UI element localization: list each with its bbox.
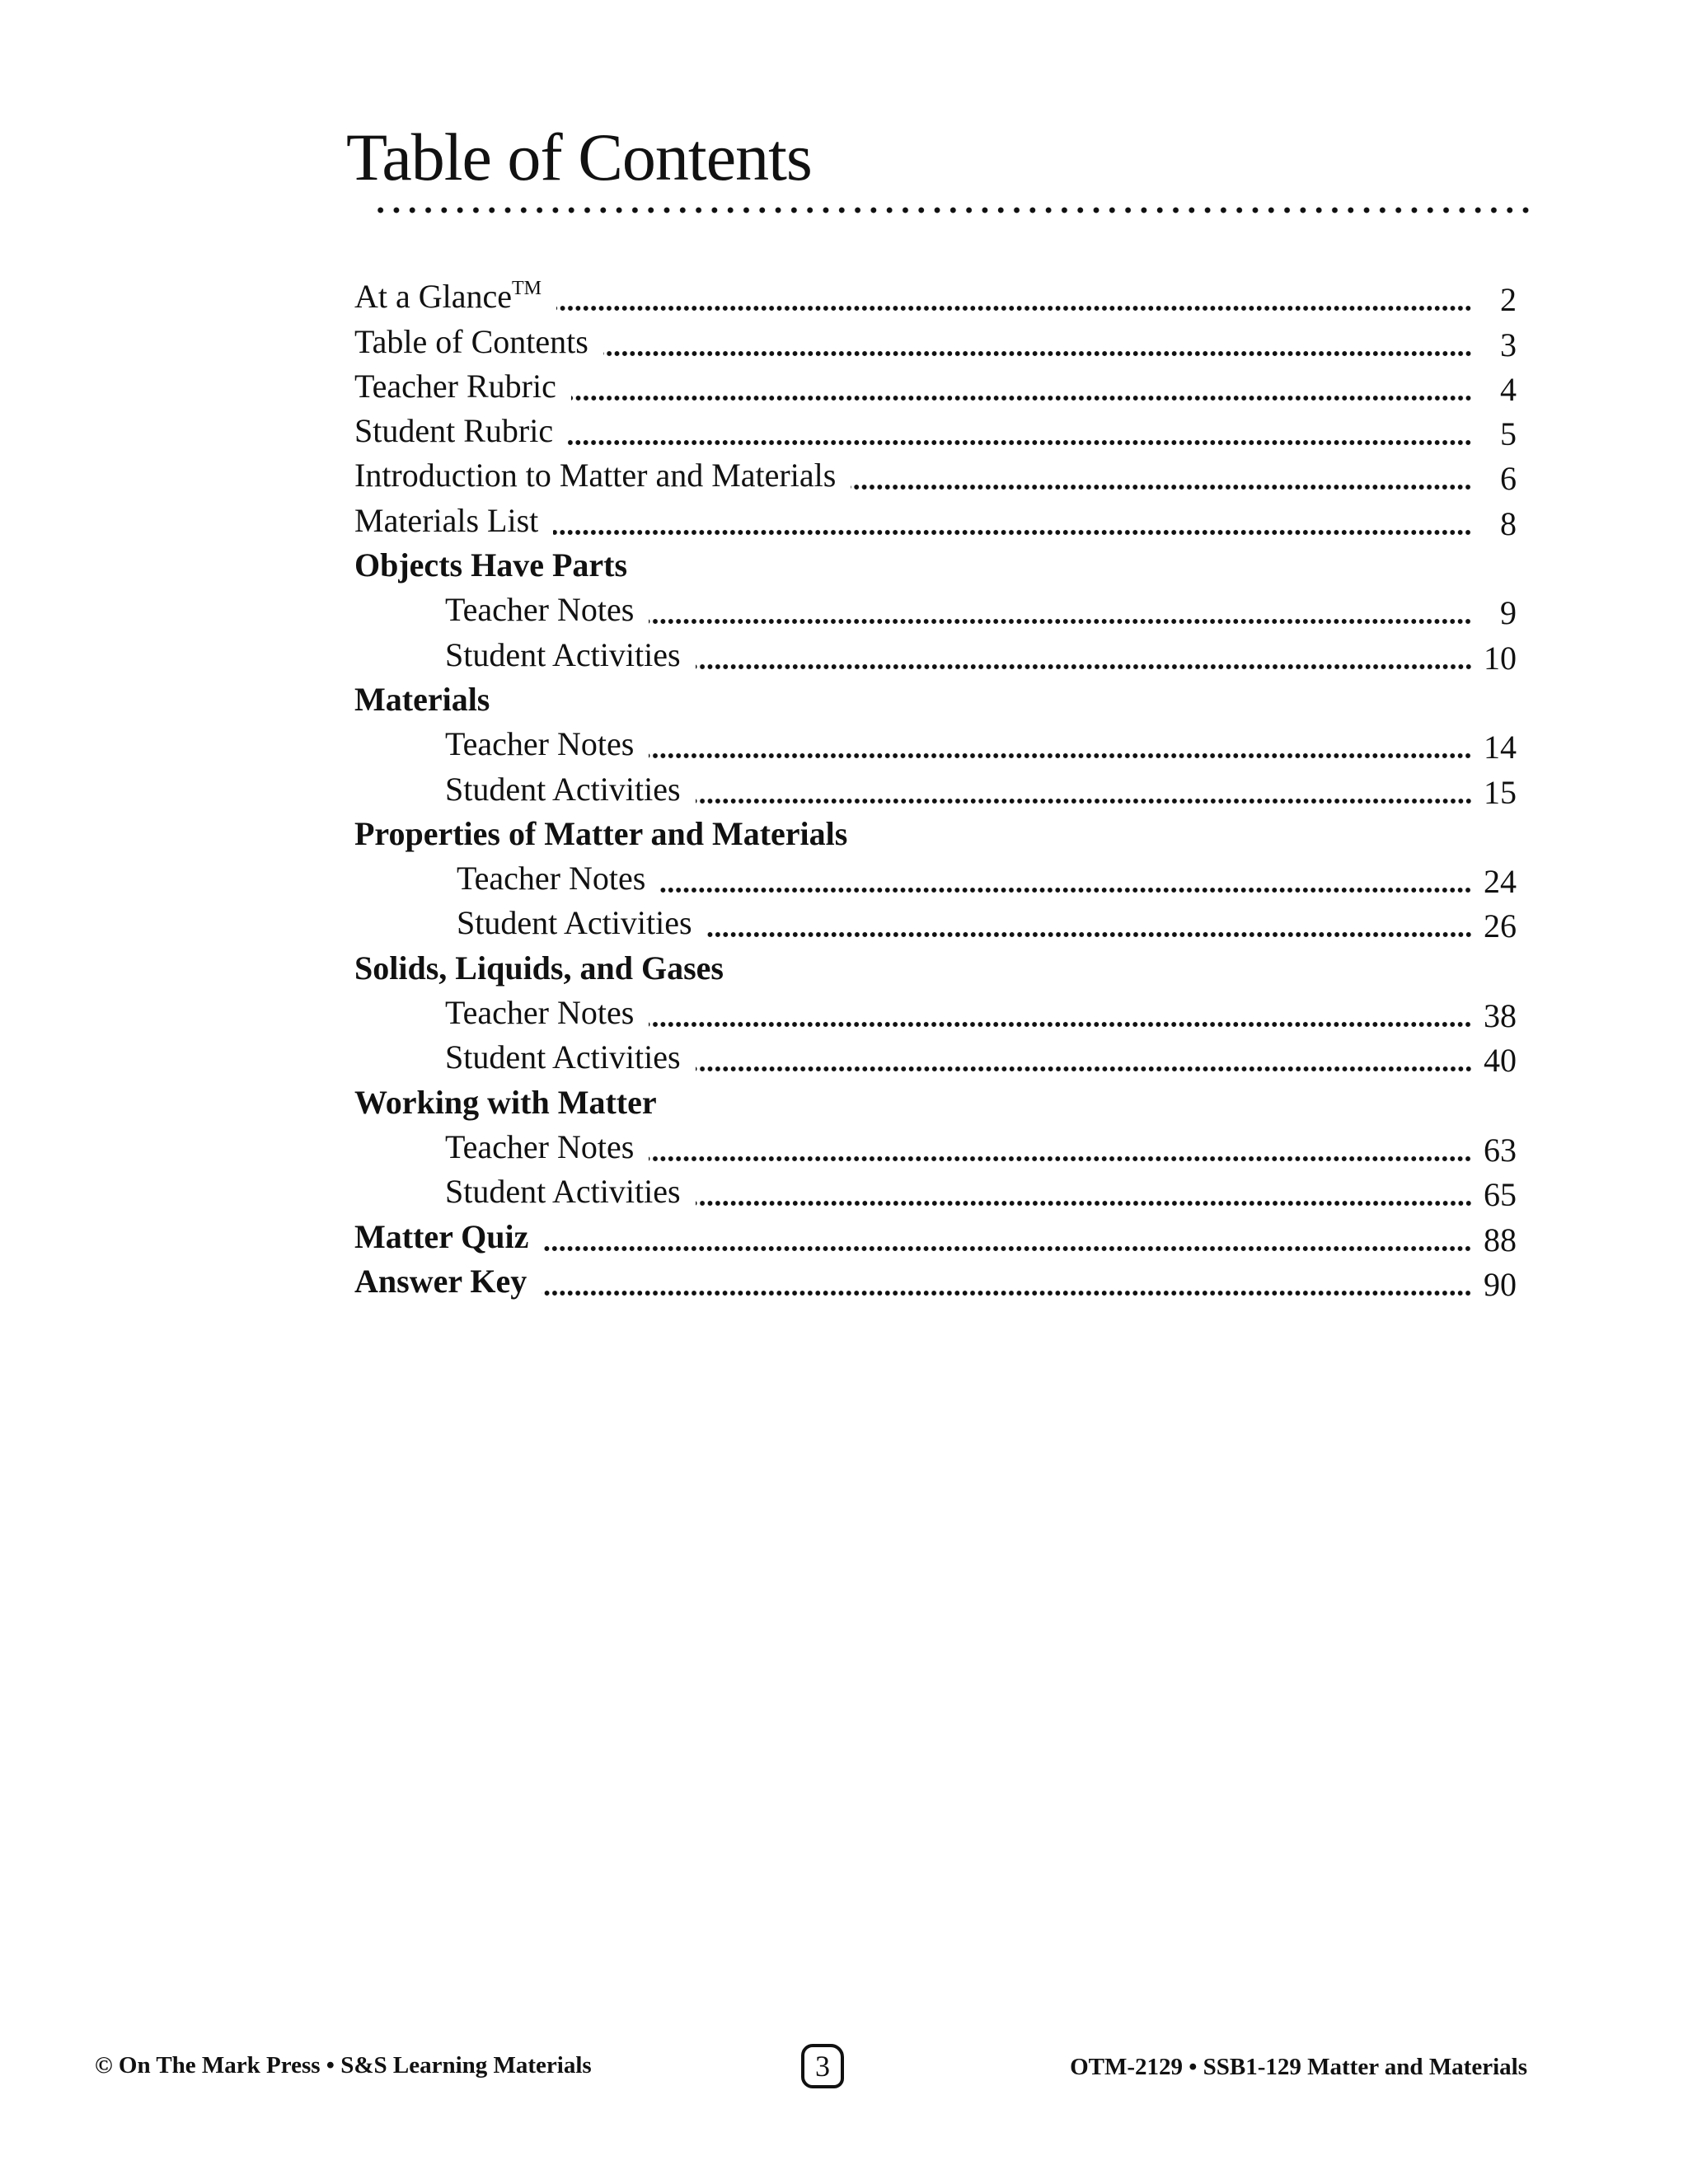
toc-entry-label: Student Activities — [445, 1173, 681, 1211]
toc-entry-label: At a Glance™ — [354, 278, 542, 316]
toc-entry-teacher-notes[interactable] — [354, 1129, 1517, 1174]
toc-section-materials — [354, 682, 1517, 726]
toc-page-number: 63 — [1484, 1131, 1517, 1169]
toc-entry-student-activities[interactable] — [354, 905, 1517, 949]
title-dotted-rule — [373, 206, 1531, 214]
toc-entry-label: Student Rubric — [354, 412, 554, 450]
toc-entry-label: Student Activities — [445, 1038, 681, 1076]
toc-page-number: 90 — [1484, 1265, 1517, 1303]
toc-entry-answer-key[interactable] — [354, 1263, 1517, 1308]
toc-entry-student-rubric[interactable] — [354, 413, 1517, 457]
toc-page-number: 10 — [1484, 639, 1517, 677]
toc-page-number: 3 — [1500, 326, 1517, 363]
dot-leader — [543, 1245, 1472, 1252]
toc-entry-label: Student Activities — [457, 904, 692, 942]
dot-leader — [696, 663, 1472, 670]
toc-entry-label: Table of Contents — [354, 322, 588, 360]
toc-page-number: 24 — [1484, 863, 1517, 901]
toc-entry-label: Matter Quiz — [354, 1217, 529, 1255]
toc-entry-matter-quiz[interactable] — [354, 1218, 1517, 1263]
table-of-contents — [354, 279, 1517, 1308]
toc-page-number: 9 — [1500, 594, 1517, 632]
toc-section-properties-of-matter — [354, 816, 1517, 860]
toc-section-heading: Properties of Matter and Materials — [354, 814, 848, 852]
dot-leader — [696, 798, 1472, 804]
dot-leader — [660, 887, 1472, 893]
toc-entry-teacher-notes[interactable] — [354, 860, 1517, 905]
dot-leader — [649, 1021, 1472, 1028]
dot-leader — [696, 1066, 1472, 1072]
dot-leader — [649, 618, 1472, 625]
toc-page-number: 8 — [1500, 504, 1517, 542]
trademark-symbol: TM — [512, 278, 542, 300]
toc-entry-label: Student Activities — [445, 635, 681, 673]
toc-entry-label: Introduction to Matter and Materials — [354, 457, 837, 494]
dot-leader — [542, 1290, 1472, 1296]
toc-page-number: 38 — [1484, 997, 1517, 1035]
toc-entry-student-activities[interactable] — [354, 771, 1517, 815]
toc-page-number: 15 — [1484, 773, 1517, 811]
toc-entry-materials-list[interactable] — [354, 502, 1517, 546]
page-footer — [0, 2044, 1688, 2093]
dot-leader — [649, 1155, 1472, 1162]
footer-copyright: © On The Mark Press • S&S Learning Materials — [95, 2052, 592, 2079]
dot-leader — [553, 529, 1472, 536]
toc-section-objects-have-parts — [354, 547, 1517, 592]
toc-entry-introduction[interactable] — [354, 457, 1517, 502]
toc-entry-teacher-notes[interactable] — [354, 995, 1517, 1039]
toc-entry-label: Teacher Notes — [445, 725, 635, 763]
toc-section-heading: Working with Matter — [354, 1083, 657, 1121]
toc-page-number: 14 — [1484, 729, 1517, 766]
dot-leader — [571, 395, 1472, 401]
toc-entry-student-activities[interactable] — [354, 1039, 1517, 1084]
dot-leader — [851, 484, 1472, 490]
dot-leader — [649, 752, 1472, 759]
toc-entry-teacher-notes[interactable] — [354, 592, 1517, 636]
dot-leader — [696, 1200, 1472, 1207]
page-number-badge: 3 — [801, 2044, 844, 2088]
dot-leader — [568, 439, 1472, 446]
toc-entry-label: Teacher Notes — [445, 591, 635, 629]
toc-entry-teacher-notes[interactable] — [354, 726, 1517, 771]
toc-page-number: 26 — [1484, 907, 1517, 945]
toc-section-heading: Objects Have Parts — [354, 546, 628, 584]
page-title: Table of Contents — [346, 120, 812, 194]
footer-product-code: OTM-2129 • SSB1-129 Matter and Materials — [1070, 2054, 1527, 2080]
dot-leader — [556, 305, 1472, 312]
toc-entry-at-a-glance[interactable] — [354, 279, 1517, 323]
toc-page-number: 6 — [1500, 460, 1517, 498]
toc-entry-student-activities[interactable] — [354, 636, 1517, 681]
toc-section-heading: Solids, Liquids, and Gases — [354, 949, 724, 987]
toc-page-number: 40 — [1484, 1042, 1517, 1080]
toc-entry-label: Student Activities — [445, 770, 681, 808]
toc-entry-label: Teacher Notes — [445, 994, 635, 1032]
toc-entry-label: Answer Key — [354, 1262, 528, 1300]
toc-entry-teacher-rubric[interactable] — [354, 368, 1517, 413]
toc-page-number: 65 — [1484, 1176, 1517, 1214]
toc-entry-table-of-contents[interactable] — [354, 323, 1517, 368]
dot-leader — [707, 931, 1472, 938]
toc-section-solids-liquids-gases — [354, 949, 1517, 994]
toc-page-number: 5 — [1500, 415, 1517, 453]
toc-entry-label: Materials List — [354, 501, 539, 539]
toc-entry-label: Teacher Notes — [445, 1127, 635, 1165]
toc-page-number: 4 — [1500, 370, 1517, 408]
toc-entry-label: Teacher Notes — [457, 860, 646, 898]
toc-page-number: 2 — [1500, 281, 1517, 319]
toc-entry-student-activities[interactable] — [354, 1174, 1517, 1218]
toc-entry-label: Teacher Rubric — [354, 367, 556, 405]
toc-section-working-with-matter — [354, 1084, 1517, 1128]
toc-section-heading: Materials — [354, 680, 490, 718]
dot-leader — [603, 350, 1472, 357]
toc-page-number: 88 — [1484, 1221, 1517, 1258]
